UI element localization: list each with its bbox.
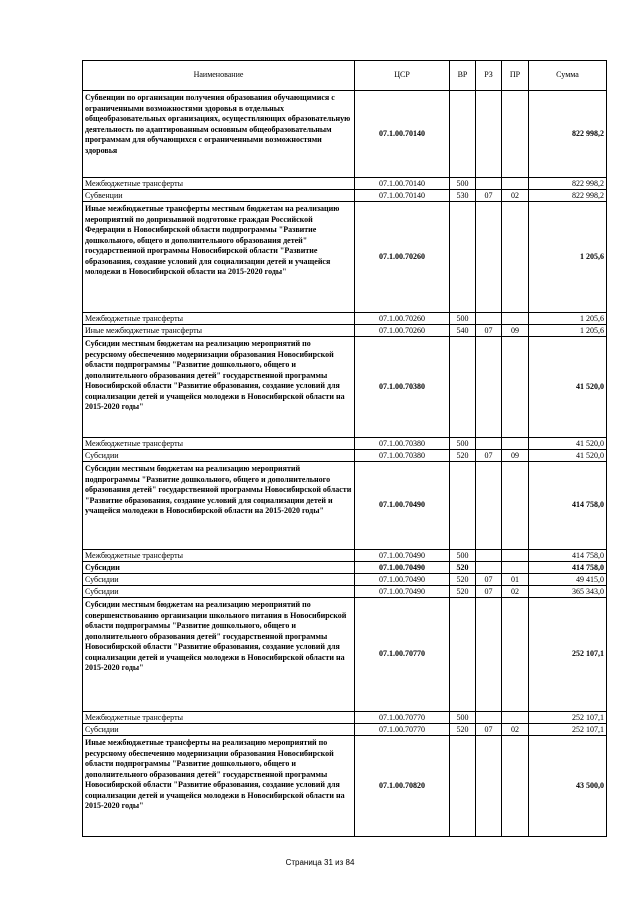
row-sum: 41 520,0: [529, 337, 607, 438]
row-csr: 07.1.00.70770: [355, 724, 450, 736]
row-vr: [450, 598, 476, 712]
row-name: Субсидии: [83, 562, 355, 574]
row-name: Субвенции: [83, 190, 355, 202]
row-rz: [476, 337, 502, 438]
row-rz: [476, 736, 502, 837]
row-vr: 500: [450, 438, 476, 450]
row-csr: 07.1.00.70490: [355, 586, 450, 598]
header-name: Наименование: [83, 61, 355, 91]
row-pr: [502, 736, 529, 837]
row-csr: 07.1.00.70380: [355, 337, 450, 438]
row-pr: 02: [502, 190, 529, 202]
row-rz: [476, 438, 502, 450]
row-pr: 02: [502, 586, 529, 598]
table-row: [83, 712, 607, 724]
row-pr: [502, 438, 529, 450]
row-pr: [502, 337, 529, 438]
row-csr: 07.1.00.70260: [355, 202, 450, 313]
header-csr: ЦСР: [355, 61, 450, 91]
row-csr: 07.1.00.70260: [355, 313, 450, 325]
row-rz: 07: [476, 574, 502, 586]
row-sum: 1 205,6: [529, 313, 607, 325]
row-sum: 414 758,0: [529, 562, 607, 574]
table-row: [83, 190, 607, 202]
row-vr: 500: [450, 550, 476, 562]
row-csr: 07.1.00.70140: [355, 190, 450, 202]
row-name: Межбюджетные трансферты: [83, 550, 355, 562]
row-pr: [502, 313, 529, 325]
table-row: [83, 598, 607, 712]
row-rz: [476, 313, 502, 325]
table-row: [83, 337, 607, 438]
row-sum: 822 998,2: [529, 178, 607, 190]
table-row: [83, 91, 607, 178]
row-sum: 252 107,1: [529, 598, 607, 712]
row-vr: 530: [450, 190, 476, 202]
row-pr: [502, 712, 529, 724]
row-sum: 49 415,0: [529, 574, 607, 586]
row-name: Иные межбюджетные трансферты на реализацию мероприятий по ресурсному обеспечению модернизации образования Новосибирской области подпрограммы "Развитие дошкольного, общего и дополнительного образования детей" государственной программы Новосибирской области "Развитие образования, создание условий для социализации детей и учащейся молодежи в Новосибирской области на 2015-2020 годы": [83, 736, 355, 837]
row-rz: 07: [476, 325, 502, 337]
row-vr: 500: [450, 712, 476, 724]
table-row: [83, 202, 607, 313]
row-csr: 07.1.00.70380: [355, 450, 450, 462]
row-sum: 41 520,0: [529, 438, 607, 450]
table-row: [83, 574, 607, 586]
row-vr: 540: [450, 325, 476, 337]
row-sum: 252 107,1: [529, 712, 607, 724]
row-csr: 07.1.00.70770: [355, 598, 450, 712]
table-row: [83, 736, 607, 837]
table-row: [83, 724, 607, 736]
row-name: Межбюджетные трансферты: [83, 313, 355, 325]
row-name: Субсидии местным бюджетам на реализацию мероприятий по совершенствованию организации школьного питания в Новосибирской области подпрограммы "Развитие дошкольного, общего и дополнительного образования детей" государственной программы Новосибирской области "Развитие образования, создание условий для социализации детей и учащейся молодежи в Новосибирской области на 2015-2020 годы": [83, 598, 355, 712]
row-vr: 520: [450, 450, 476, 462]
row-csr: 07.1.00.70770: [355, 712, 450, 724]
row-csr: 07.1.00.70140: [355, 91, 450, 178]
budget-table: [82, 60, 607, 837]
row-vr: [450, 202, 476, 313]
table-row: [83, 325, 607, 337]
row-vr: 520: [450, 574, 476, 586]
row-name: Субсидии: [83, 724, 355, 736]
row-name: Субвенции по организации получения образования обучающимися с ограниченными возможностями здоровья в отдельных общеобразовательных организациях, осуществляющих образовательную деятельность по адаптированным основным общеобразовательным программам для обучающихся с ограниченными возможностями здоровья: [83, 91, 355, 178]
row-sum: 41 520,0: [529, 450, 607, 462]
row-rz: 07: [476, 586, 502, 598]
row-name: Межбюджетные трансферты: [83, 178, 355, 190]
header-sum: Сумма: [529, 61, 607, 91]
row-pr: [502, 562, 529, 574]
row-pr: 09: [502, 325, 529, 337]
row-vr: [450, 462, 476, 550]
row-rz: [476, 202, 502, 313]
header-vr: ВР: [450, 61, 476, 91]
row-csr: 07.1.00.70490: [355, 574, 450, 586]
table-row: [83, 550, 607, 562]
row-sum: 414 758,0: [529, 462, 607, 550]
table-row: [83, 178, 607, 190]
row-name: Иные межбюджетные трансферты местным бюджетам на реализацию мероприятий по допризывной подготовке граждан Российской Федерации в Новосибирской области подпрограммы "Развитие дошкольного, общего и дополнительного образования детей" государственной программы Новосибирской области "Развитие образования, создание условий для социализации детей и учащейся молодежи в Новосибирской области на 2015-2020 годы": [83, 202, 355, 313]
row-name: Субсидии: [83, 450, 355, 462]
row-rz: [476, 550, 502, 562]
row-sum: 822 998,2: [529, 190, 607, 202]
row-pr: 02: [502, 724, 529, 736]
row-pr: [502, 178, 529, 190]
row-rz: [476, 598, 502, 712]
page-number: Страница 31 из 84: [285, 858, 355, 867]
row-pr: [502, 202, 529, 313]
row-csr: 07.1.00.70490: [355, 462, 450, 550]
row-vr: 520: [450, 586, 476, 598]
row-sum: 43 500,0: [529, 736, 607, 837]
row-csr: 07.1.00.70140: [355, 178, 450, 190]
row-csr: 07.1.00.70380: [355, 438, 450, 450]
row-rz: 07: [476, 450, 502, 462]
row-rz: [476, 91, 502, 178]
row-vr: [450, 337, 476, 438]
row-csr: 07.1.00.70490: [355, 562, 450, 574]
row-sum: 414 758,0: [529, 550, 607, 562]
table-row: [83, 562, 607, 574]
row-pr: [502, 550, 529, 562]
budget-table-container: [82, 60, 606, 837]
row-rz: 07: [476, 190, 502, 202]
row-pr: [502, 462, 529, 550]
table-row: [83, 450, 607, 462]
row-csr: 07.1.00.70820: [355, 736, 450, 837]
row-sum: 1 205,6: [529, 202, 607, 313]
row-vr: 500: [450, 178, 476, 190]
row-pr: 09: [502, 450, 529, 462]
row-vr: 520: [450, 724, 476, 736]
row-name: Субсидии местным бюджетам на реализацию мероприятий по ресурсному обеспечению модернизации образования Новосибирской области подпрограммы "Развитие дошкольного, общего и дополнительного образования детей" государственной программы Новосибирской области "Развитие образования, создание условий для социализации детей и учащейся молодежи в Новосибирской области на 2015-2020 годы": [83, 337, 355, 438]
row-rz: [476, 462, 502, 550]
row-sum: 822 998,2: [529, 91, 607, 178]
row-name: Межбюджетные трансферты: [83, 712, 355, 724]
row-vr: 500: [450, 313, 476, 325]
row-vr: 520: [450, 562, 476, 574]
row-pr: [502, 91, 529, 178]
row-vr: [450, 91, 476, 178]
row-name: Межбюджетные трансферты: [83, 438, 355, 450]
row-name: Субсидии: [83, 574, 355, 586]
row-name: Субсидии: [83, 586, 355, 598]
table-row: [83, 438, 607, 450]
row-pr: 01: [502, 574, 529, 586]
row-name: Субсидии местным бюджетам на реализацию мероприятий подпрограммы "Развитие дошкольного, общего и дополнительного образования детей" государственной программы Новосибирской области "Развитие образования, создание условий для социализации детей и учащейся молодежи в Новосибирской области на 2015-2020 годы": [83, 462, 355, 550]
row-csr: 07.1.00.70490: [355, 550, 450, 562]
row-rz: [476, 712, 502, 724]
row-rz: [476, 178, 502, 190]
row-csr: 07.1.00.70260: [355, 325, 450, 337]
table-row: [83, 313, 607, 325]
table-row: [83, 586, 607, 598]
row-sum: 365 343,0: [529, 586, 607, 598]
table-header-row: [83, 61, 607, 91]
row-sum: 252 107,1: [529, 724, 607, 736]
row-rz: 07: [476, 724, 502, 736]
table-row: [83, 462, 607, 550]
row-rz: [476, 562, 502, 574]
row-vr: [450, 736, 476, 837]
header-rz: РЗ: [476, 61, 502, 91]
row-name: Иные межбюджетные трансферты: [83, 325, 355, 337]
row-pr: [502, 598, 529, 712]
row-sum: 1 205,6: [529, 325, 607, 337]
header-pr: ПР: [502, 61, 529, 91]
